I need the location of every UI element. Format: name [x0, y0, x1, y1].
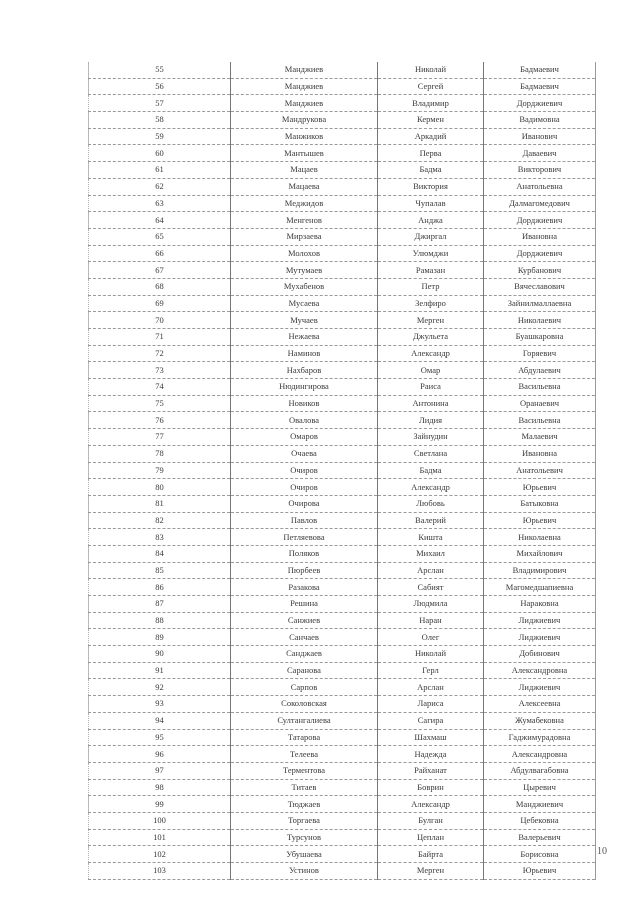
- first-name-cell: Арслан: [378, 679, 484, 696]
- table-row: [89, 863, 596, 880]
- first-name-cell: Арслан: [378, 562, 484, 579]
- row-number-cell: 101: [89, 829, 231, 846]
- patronymic-cell: Даваевич: [484, 145, 596, 162]
- patronymic-cell: Вячеславович: [484, 278, 596, 295]
- patronymic-cell: Бадмаевич: [484, 62, 596, 78]
- table-row: [89, 846, 596, 863]
- row-number-cell: 82: [89, 512, 231, 529]
- row-number-cell: 80: [89, 479, 231, 496]
- first-name-cell: Валерий: [378, 512, 484, 529]
- table-row: [89, 629, 596, 646]
- first-name-cell: Герл: [378, 662, 484, 679]
- first-name-cell: Бадма: [378, 462, 484, 479]
- first-name-cell: Александр: [378, 345, 484, 362]
- table-row: [89, 295, 596, 312]
- table-row: [89, 212, 596, 229]
- table-row: [89, 429, 596, 446]
- last-name-cell: Терментова: [231, 762, 378, 779]
- row-number-cell: 62: [89, 178, 231, 195]
- last-name-cell: Поляков: [231, 545, 378, 562]
- patronymic-cell: Бадмаевич: [484, 78, 596, 95]
- patronymic-cell: Васильевна: [484, 379, 596, 396]
- last-name-cell: Манжиков: [231, 128, 378, 145]
- last-name-cell: Мирзаева: [231, 228, 378, 245]
- last-name-cell: Очиров: [231, 479, 378, 496]
- patronymic-cell: Курбанович: [484, 262, 596, 279]
- table-row: [89, 329, 596, 346]
- roster-table: [88, 62, 596, 880]
- patronymic-cell: Дорджиевич: [484, 95, 596, 112]
- last-name-cell: Павлов: [231, 512, 378, 529]
- patronymic-cell: Манджиевич: [484, 796, 596, 813]
- last-name-cell: Петляевова: [231, 529, 378, 546]
- first-name-cell: Раиса: [378, 379, 484, 396]
- table-row: [89, 512, 596, 529]
- first-name-cell: Петр: [378, 278, 484, 295]
- last-name-cell: Убушаева: [231, 846, 378, 863]
- row-number-cell: 83: [89, 529, 231, 546]
- first-name-cell: Перва: [378, 145, 484, 162]
- first-name-cell: Николай: [378, 646, 484, 663]
- last-name-cell: Мацаева: [231, 178, 378, 195]
- row-number-cell: 77: [89, 429, 231, 446]
- patronymic-cell: Ивановна: [484, 445, 596, 462]
- patronymic-cell: Цыревич: [484, 779, 596, 796]
- row-number-cell: 87: [89, 596, 231, 613]
- row-number-cell: 100: [89, 812, 231, 829]
- last-name-cell: Санжиев: [231, 612, 378, 629]
- last-name-cell: Торгаева: [231, 812, 378, 829]
- table-row: [89, 779, 596, 796]
- last-name-cell: Мантышев: [231, 145, 378, 162]
- patronymic-cell: Далмагомедович: [484, 195, 596, 212]
- row-number-cell: 79: [89, 462, 231, 479]
- patronymic-cell: Анатольевна: [484, 178, 596, 195]
- patronymic-cell: Ивановна: [484, 228, 596, 245]
- last-name-cell: Новиков: [231, 395, 378, 412]
- first-name-cell: Шахмаш: [378, 729, 484, 746]
- row-number-cell: 61: [89, 162, 231, 179]
- patronymic-cell: Александровна: [484, 746, 596, 763]
- last-name-cell: Манджиев: [231, 95, 378, 112]
- first-name-cell: Цеплан: [378, 829, 484, 846]
- patronymic-cell: Гаджимурадовна: [484, 729, 596, 746]
- table-row: [89, 796, 596, 813]
- row-number-cell: 96: [89, 746, 231, 763]
- last-name-cell: Разакова: [231, 579, 378, 596]
- row-number-cell: 55: [89, 62, 231, 78]
- patronymic-cell: Иванович: [484, 128, 596, 145]
- patronymic-cell: Владимирович: [484, 562, 596, 579]
- first-name-cell: Мерген: [378, 863, 484, 880]
- last-name-cell: Нежаева: [231, 329, 378, 346]
- first-name-cell: Улюмджи: [378, 245, 484, 262]
- row-number-cell: 68: [89, 278, 231, 295]
- patronymic-cell: Васильевна: [484, 412, 596, 429]
- table-row: [89, 245, 596, 262]
- last-name-cell: Саранова: [231, 662, 378, 679]
- patronymic-cell: Буашкаровна: [484, 329, 596, 346]
- last-name-cell: Санчаев: [231, 629, 378, 646]
- row-number-cell: 92: [89, 679, 231, 696]
- patronymic-cell: Дорджиевич: [484, 212, 596, 229]
- last-name-cell: Мутумаев: [231, 262, 378, 279]
- first-name-cell: Джульета: [378, 329, 484, 346]
- row-number-cell: 56: [89, 78, 231, 95]
- row-number-cell: 71: [89, 329, 231, 346]
- row-number-cell: 67: [89, 262, 231, 279]
- first-name-cell: Надежда: [378, 746, 484, 763]
- row-number-cell: 57: [89, 95, 231, 112]
- first-name-cell: Олег: [378, 629, 484, 646]
- last-name-cell: Мухабенов: [231, 278, 378, 295]
- patronymic-cell: Александровна: [484, 662, 596, 679]
- row-number-cell: 72: [89, 345, 231, 362]
- last-name-cell: Очаева: [231, 445, 378, 462]
- first-name-cell: Михаил: [378, 545, 484, 562]
- row-number-cell: 94: [89, 712, 231, 729]
- row-number-cell: 91: [89, 662, 231, 679]
- last-name-cell: Мучаев: [231, 312, 378, 329]
- table-row: [89, 545, 596, 562]
- patronymic-cell: Нараковна: [484, 596, 596, 613]
- table-row: [89, 95, 596, 112]
- first-name-cell: Лидия: [378, 412, 484, 429]
- last-name-cell: Решина: [231, 596, 378, 613]
- last-name-cell: Татарова: [231, 729, 378, 746]
- first-name-cell: Любовь: [378, 495, 484, 512]
- patronymic-cell: Михайлович: [484, 545, 596, 562]
- patronymic-cell: Батыковна: [484, 495, 596, 512]
- first-name-cell: Зайнудин: [378, 429, 484, 446]
- patronymic-cell: Валерьевич: [484, 829, 596, 846]
- first-name-cell: Зелфиро: [378, 295, 484, 312]
- last-name-cell: Наминов: [231, 345, 378, 362]
- table-row: [89, 679, 596, 696]
- patronymic-cell: Юрьевич: [484, 863, 596, 880]
- table-row: [89, 112, 596, 129]
- table-row: [89, 162, 596, 179]
- row-number-cell: 76: [89, 412, 231, 429]
- row-number-cell: 78: [89, 445, 231, 462]
- patronymic-cell: Анатольевич: [484, 462, 596, 479]
- first-name-cell: Виктория: [378, 178, 484, 195]
- last-name-cell: Омаров: [231, 429, 378, 446]
- patronymic-cell: Юрьевич: [484, 479, 596, 496]
- table-row: [89, 495, 596, 512]
- row-number-cell: 90: [89, 646, 231, 663]
- last-name-cell: Овалова: [231, 412, 378, 429]
- table-row: [89, 829, 596, 846]
- patronymic-cell: Викторович: [484, 162, 596, 179]
- table-row: [89, 379, 596, 396]
- row-number-cell: 84: [89, 545, 231, 562]
- last-name-cell: Мацаев: [231, 162, 378, 179]
- row-number-cell: 99: [89, 796, 231, 813]
- patronymic-cell: Добинович: [484, 646, 596, 663]
- patronymic-cell: Дорджиевич: [484, 245, 596, 262]
- table-row: [89, 479, 596, 496]
- last-name-cell: Сарпов: [231, 679, 378, 696]
- first-name-cell: Светлана: [378, 445, 484, 462]
- row-number-cell: 66: [89, 245, 231, 262]
- row-number-cell: 97: [89, 762, 231, 779]
- row-number-cell: 95: [89, 729, 231, 746]
- patronymic-cell: Зайнилмаллаевна: [484, 295, 596, 312]
- table-row: [89, 395, 596, 412]
- last-name-cell: Манджиев: [231, 62, 378, 78]
- table-row: [89, 579, 596, 596]
- patronymic-cell: Оранаевич: [484, 395, 596, 412]
- row-number-cell: 59: [89, 128, 231, 145]
- table-row: [89, 145, 596, 162]
- last-name-cell: Очирова: [231, 495, 378, 512]
- last-name-cell: Молохов: [231, 245, 378, 262]
- table-row: [89, 729, 596, 746]
- row-number-cell: 98: [89, 779, 231, 796]
- patronymic-cell: Лиджиевич: [484, 612, 596, 629]
- patronymic-cell: Абдулвагабовна: [484, 762, 596, 779]
- patronymic-cell: Николаевна: [484, 529, 596, 546]
- table-row: [89, 762, 596, 779]
- table-row: [89, 362, 596, 379]
- row-number-cell: 75: [89, 395, 231, 412]
- table-row: [89, 228, 596, 245]
- first-name-cell: Сергей: [378, 78, 484, 95]
- last-name-cell: Мусаева: [231, 295, 378, 312]
- row-number-cell: 73: [89, 362, 231, 379]
- last-name-cell: Нахбаров: [231, 362, 378, 379]
- first-name-cell: Рамазан: [378, 262, 484, 279]
- patronymic-cell: Жумабековна: [484, 712, 596, 729]
- patronymic-cell: Малаевич: [484, 429, 596, 446]
- first-name-cell: Чупалав: [378, 195, 484, 212]
- first-name-cell: Александр: [378, 479, 484, 496]
- table-row: [89, 78, 596, 95]
- table-row: [89, 596, 596, 613]
- last-name-cell: Мандрукова: [231, 112, 378, 129]
- first-name-cell: Джиргал: [378, 228, 484, 245]
- table-row: [89, 312, 596, 329]
- first-name-cell: Булган: [378, 812, 484, 829]
- patronymic-cell: Лиджиевич: [484, 629, 596, 646]
- first-name-cell: Кермен: [378, 112, 484, 129]
- row-number-cell: 102: [89, 846, 231, 863]
- last-name-cell: Манджиев: [231, 78, 378, 95]
- table-row: [89, 662, 596, 679]
- last-name-cell: Телеева: [231, 746, 378, 763]
- last-name-cell: Нюдингирова: [231, 379, 378, 396]
- table-row: [89, 462, 596, 479]
- first-name-cell: Мерген: [378, 312, 484, 329]
- first-name-cell: Байрта: [378, 846, 484, 863]
- last-name-cell: Менгенов: [231, 212, 378, 229]
- patronymic-cell: Алексеевна: [484, 696, 596, 713]
- patronymic-cell: Борисовна: [484, 846, 596, 863]
- patronymic-cell: Николаевич: [484, 312, 596, 329]
- table-row: [89, 562, 596, 579]
- first-name-cell: Аркадий: [378, 128, 484, 145]
- last-name-cell: Титаев: [231, 779, 378, 796]
- row-number-cell: 58: [89, 112, 231, 129]
- first-name-cell: Омар: [378, 362, 484, 379]
- roster-table-body: [89, 62, 596, 879]
- first-name-cell: Сагира: [378, 712, 484, 729]
- row-number-cell: 63: [89, 195, 231, 212]
- patronymic-cell: Абдулаевич: [484, 362, 596, 379]
- table-row: [89, 345, 596, 362]
- table-row: [89, 412, 596, 429]
- row-number-cell: 60: [89, 145, 231, 162]
- patronymic-cell: Вадимовна: [484, 112, 596, 129]
- last-name-cell: Соколовская: [231, 696, 378, 713]
- table-row: [89, 278, 596, 295]
- table-row: [89, 178, 596, 195]
- last-name-cell: Санджаев: [231, 646, 378, 663]
- first-name-cell: Бадма: [378, 162, 484, 179]
- first-name-cell: Лариса: [378, 696, 484, 713]
- row-number-cell: 74: [89, 379, 231, 396]
- row-number-cell: 85: [89, 562, 231, 579]
- table-row: [89, 696, 596, 713]
- row-number-cell: 103: [89, 863, 231, 880]
- first-name-cell: Сабият: [378, 579, 484, 596]
- row-number-cell: 70: [89, 312, 231, 329]
- table-row: [89, 445, 596, 462]
- row-number-cell: 89: [89, 629, 231, 646]
- first-name-cell: Кишта: [378, 529, 484, 546]
- page-number: 10: [597, 846, 607, 857]
- row-number-cell: 65: [89, 228, 231, 245]
- row-number-cell: 88: [89, 612, 231, 629]
- row-number-cell: 64: [89, 212, 231, 229]
- row-number-cell: 93: [89, 696, 231, 713]
- first-name-cell: Анджа: [378, 212, 484, 229]
- first-name-cell: Людмила: [378, 596, 484, 613]
- last-name-cell: Турсунов: [231, 829, 378, 846]
- table-row: [89, 128, 596, 145]
- first-name-cell: Владимир: [378, 95, 484, 112]
- row-number-cell: 69: [89, 295, 231, 312]
- table-row: [89, 646, 596, 663]
- last-name-cell: Тюджаев: [231, 796, 378, 813]
- patronymic-cell: Горяевич: [484, 345, 596, 362]
- table-row: [89, 62, 596, 78]
- row-number-cell: 86: [89, 579, 231, 596]
- first-name-cell: Антонина: [378, 395, 484, 412]
- table-row: [89, 746, 596, 763]
- last-name-cell: Султангалиева: [231, 712, 378, 729]
- table-row: [89, 712, 596, 729]
- table-row: [89, 195, 596, 212]
- first-name-cell: Боврин: [378, 779, 484, 796]
- last-name-cell: Меджидов: [231, 195, 378, 212]
- patronymic-cell: Цебековна: [484, 812, 596, 829]
- table-row: [89, 612, 596, 629]
- table-row: [89, 262, 596, 279]
- first-name-cell: Николай: [378, 62, 484, 78]
- first-name-cell: Райханат: [378, 762, 484, 779]
- last-name-cell: Очиров: [231, 462, 378, 479]
- table-row: [89, 812, 596, 829]
- patronymic-cell: Лиджиевич: [484, 679, 596, 696]
- last-name-cell: Устинов: [231, 863, 378, 880]
- patronymic-cell: Юрьевич: [484, 512, 596, 529]
- row-number-cell: 81: [89, 495, 231, 512]
- patronymic-cell: Магомедшапиевна: [484, 579, 596, 596]
- table-row: [89, 529, 596, 546]
- last-name-cell: Пюрбеев: [231, 562, 378, 579]
- first-name-cell: Наран: [378, 612, 484, 629]
- first-name-cell: Александр: [378, 796, 484, 813]
